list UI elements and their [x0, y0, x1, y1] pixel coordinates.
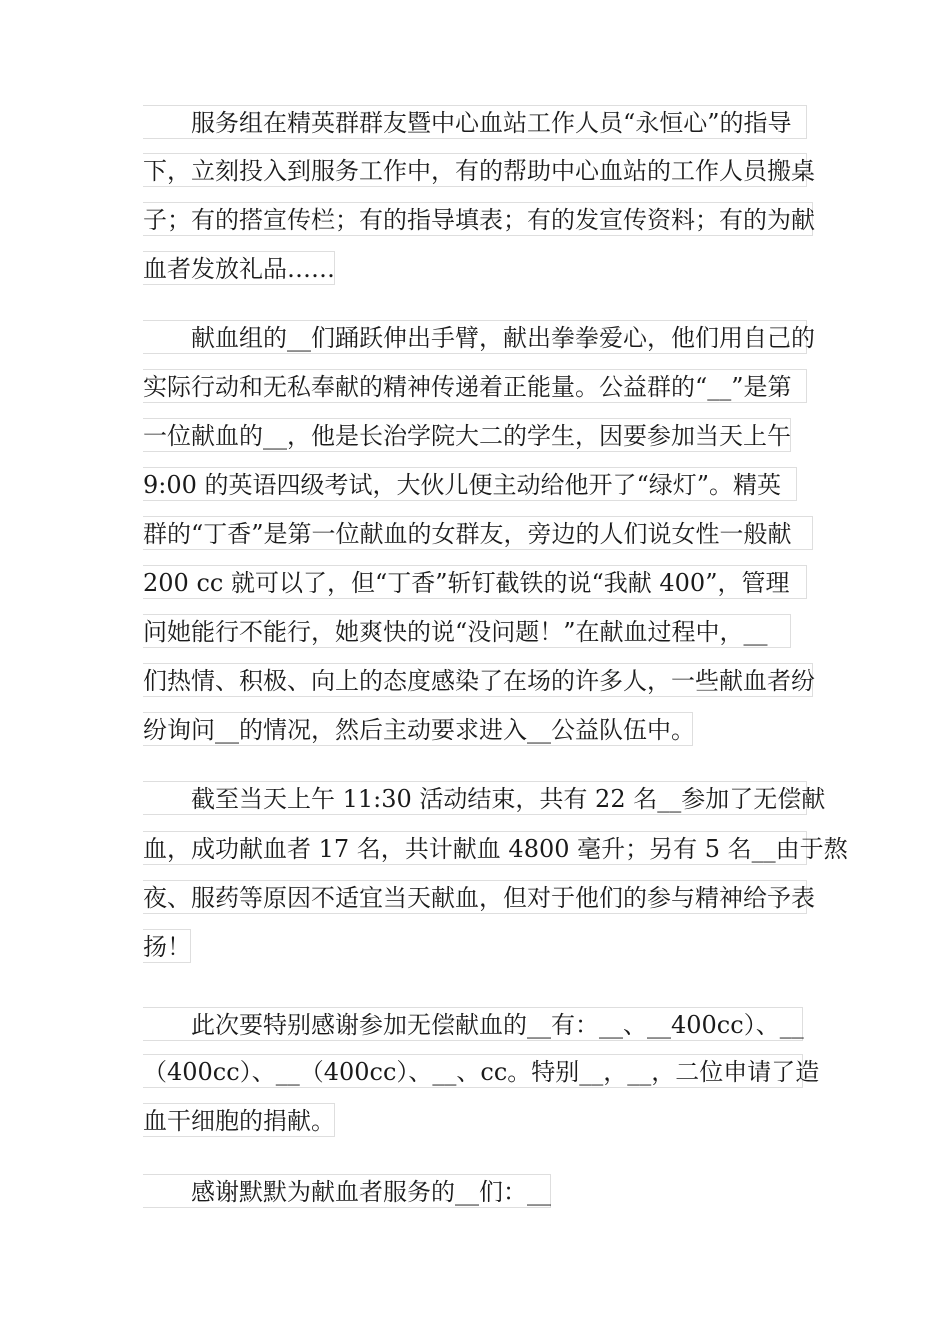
paragraph-2-line-3: 一位献血的__，他是长治学院大二的学生，因要参加当天上午	[143, 418, 791, 452]
paragraph-2-line-2: 实际行动和无私奉献的精神传递着正能量。公益群的“__”是第	[143, 369, 807, 403]
paragraph-4-line-2: （400cc）、__（400cc）、__、cc。特别__，__，二位申请了造	[143, 1054, 803, 1088]
paragraph-1-line-2: 下，立刻投入到服务工作中，有的帮助中心血站的工作人员搬桌	[143, 153, 807, 187]
paragraph-1-line-1: 服务组在精英群群友暨中心血站工作人员“永恒心”的指导	[143, 105, 807, 139]
paragraph-2-line-1: 献血组的__们踊跃伸出手臂，献出拳拳爱心，他们用自己的	[143, 320, 807, 354]
paragraph-3-line-1: 截至当天上午 11:30 活动结束，共有 22 名__参加了无偿献	[143, 781, 807, 815]
paragraph-2-line-8: 们热情、积极、向上的态度感染了在场的许多人，一些献血者纷	[143, 663, 813, 697]
paragraph-2-line-5: 群的“丁香”是第一位献血的女群友，旁边的人们说女性一般献	[143, 516, 813, 550]
paragraph-1-line-4: 血者发放礼品……	[143, 251, 335, 285]
paragraph-3-line-2: 血，成功献血者 17 名，共计献血 4800 毫升；另有 5 名__由于熬	[143, 831, 807, 865]
paragraph-2-line-4: 9:00 的英语四级考试，大伙儿便主动给他开了“绿灯”。精英	[143, 467, 797, 501]
paragraph-5-line-1: 感谢默默为献血者服务的__们：__	[143, 1174, 551, 1208]
paragraph-1-line-3: 子；有的搭宣传栏；有的指导填表；有的发宣传资料；有的为献	[143, 202, 813, 236]
paragraph-2-line-7: 问她能行不能行，她爽快的说“没问题！”在献血过程中，__	[143, 614, 791, 648]
paragraph-3-line-4: 扬！	[143, 929, 191, 963]
paragraph-4-line-1: 此次要特别感谢参加无偿献血的__有：__、__400cc）、__	[143, 1007, 803, 1041]
paragraph-3-line-3: 夜、服药等原因不适宜当天献血，但对于他们的参与精神给予表	[143, 880, 807, 914]
paragraph-2-line-6: 200 cc 就可以了，但“丁香”斩钉截铁的说“我献 400”，管理	[143, 565, 807, 599]
paragraph-4-line-3: 血干细胞的捐献。	[143, 1103, 335, 1137]
paragraph-2-line-9: 纷询问__的情况，然后主动要求进入__公益队伍中。	[143, 712, 693, 746]
